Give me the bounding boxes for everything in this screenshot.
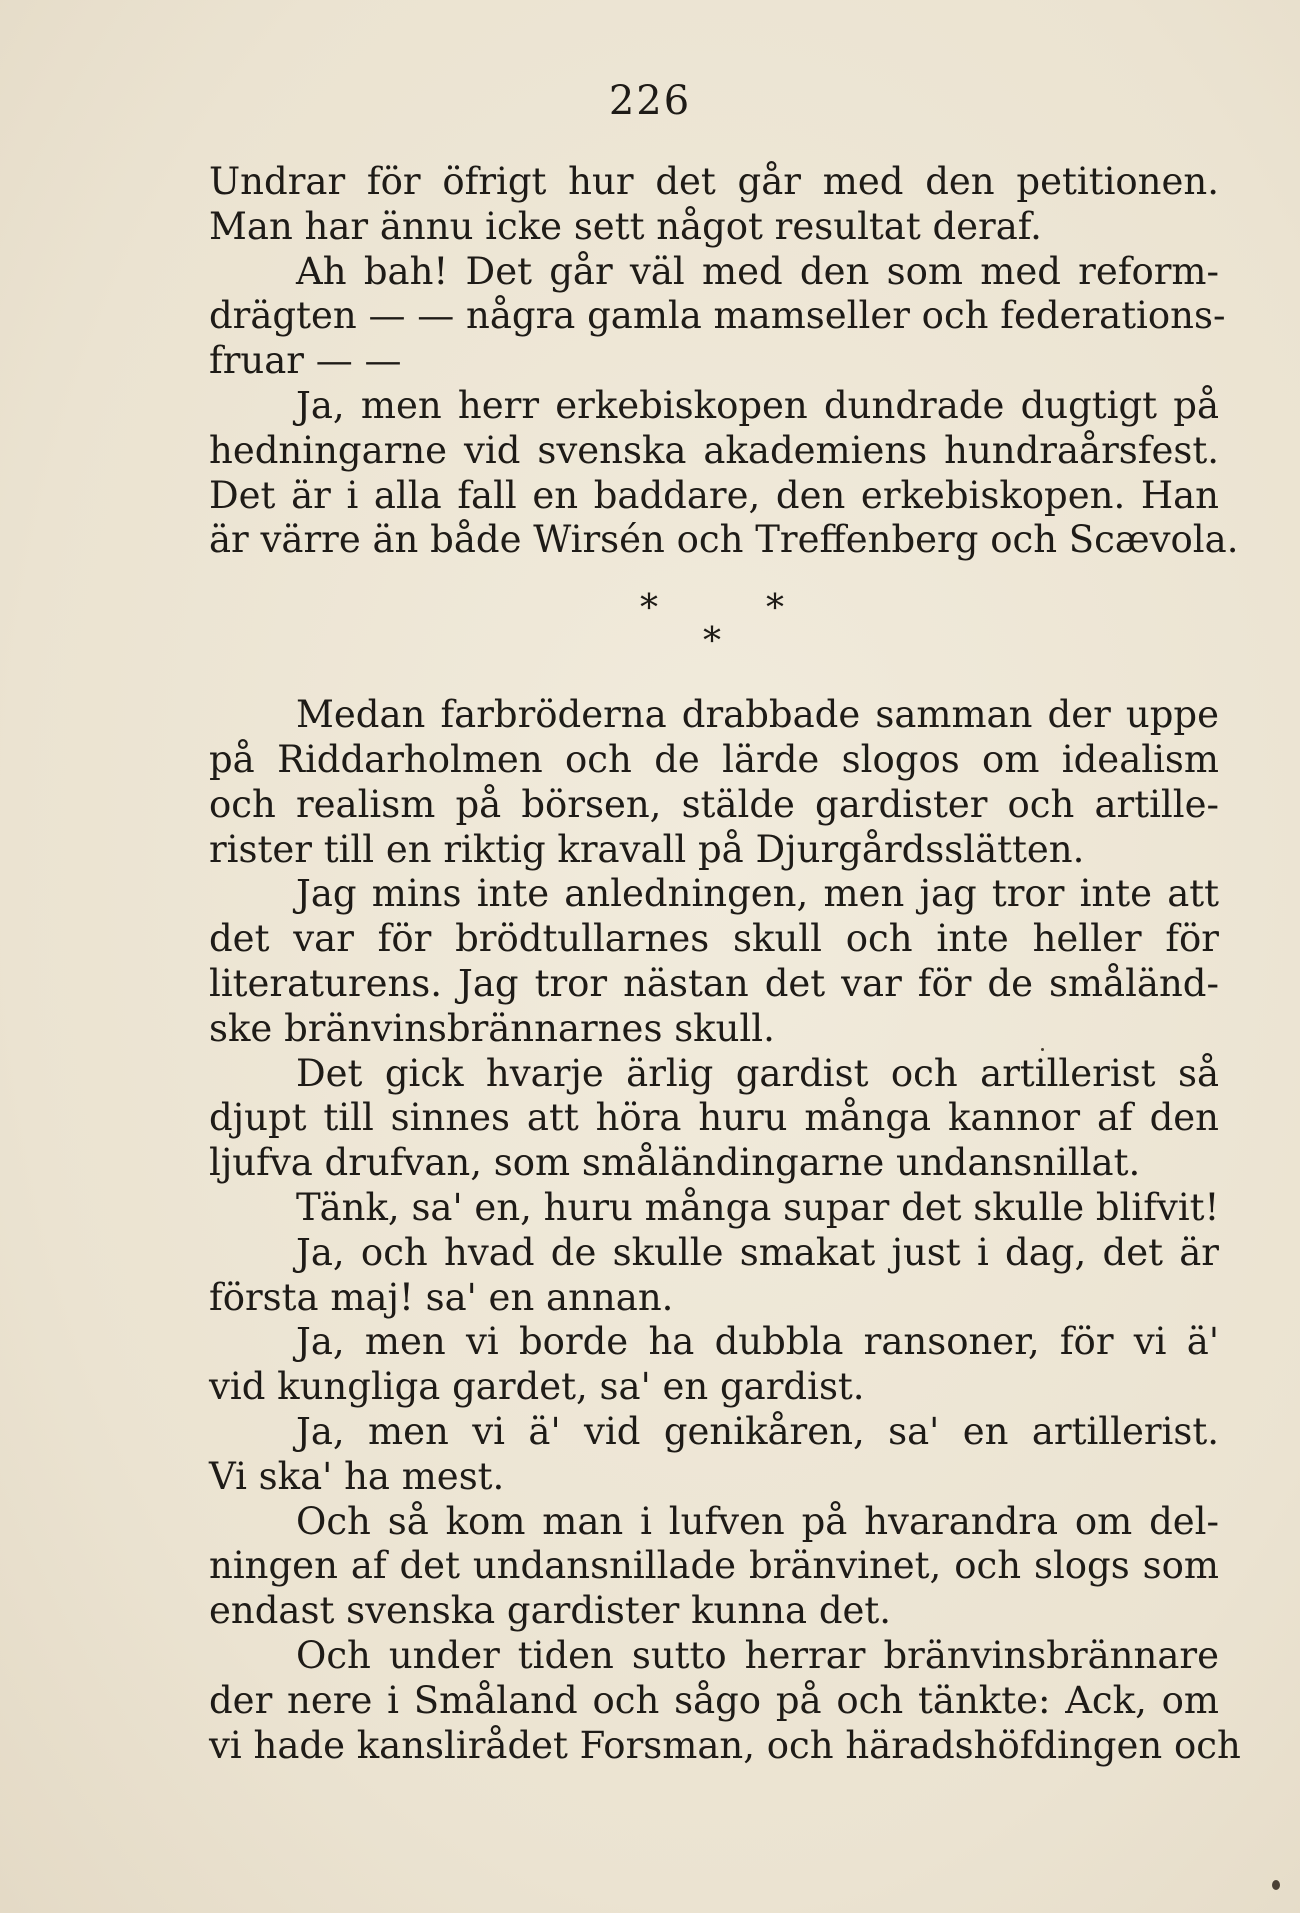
text-line: Man har ännu icke sett något resultat deraf.: [209, 204, 1042, 248]
asterisk-ornament: *: [766, 588, 784, 630]
text-line: är värre än både Wirsén och Treffenberg och Scævola.: [209, 518, 1239, 562]
text-line: Och så kom man i lufven på hvarandra om del-: [296, 1499, 1219, 1543]
text-line: hedningarne vid svenska akademiens hundraårsfest.: [209, 428, 1219, 472]
text-line: Undrar för öfrigt hur det går med den petitionen.: [209, 160, 1219, 203]
text-line: der nere i Småland och sågo på och tänkte: Ack, om: [209, 1678, 1219, 1722]
text-line: Tänk, sa' en, huru många supar det skulle blifvit!: [296, 1185, 1220, 1229]
print-speck: [1272, 1880, 1280, 1890]
text-line: literaturens. Jag tror nästan det var för de småländ-: [209, 961, 1219, 1005]
text-line: och realism på börsen, stälde gardister och artille-: [209, 782, 1219, 826]
text-line: ljufva drufvan, som småländingarne undansnillat.: [209, 1141, 1141, 1185]
section-ornament: [209, 563, 1219, 693]
text-line: djupt till sinnes att höra huru många kannor af den: [209, 1096, 1219, 1140]
text-line: Vi ska' ha mest.: [209, 1454, 505, 1498]
text-line: fruar — —: [209, 339, 402, 383]
text-line: på Riddarholmen och de lärde slogos om idealism: [209, 737, 1219, 781]
text-line: ske bränvinsbrännarnes skull.: [209, 1006, 775, 1050]
text-line: drägten — — några gamla mamseller och federations-: [209, 294, 1226, 338]
text-line: Ja, och hvad de skulle smakat just i dag, det är: [296, 1230, 1219, 1274]
print-speck: [1041, 1048, 1044, 1051]
text-line: Ja, men vi ä' vid genikåren, sa' en artillerist.: [296, 1409, 1219, 1453]
asterisk-ornament: *: [703, 621, 721, 663]
text-line: första maj! sa' en annan.: [209, 1275, 674, 1319]
text-line: ningen af det undansnillade bränvinet, och slogs som: [209, 1544, 1219, 1588]
text-line: Ah bah! Det går väl med den som med reform-: [296, 249, 1219, 293]
text-line: vi hade kanslirådet Forsman, och häradshöfdingen och: [209, 1723, 1241, 1767]
asterisk-ornament: *: [640, 588, 658, 630]
text-line: Det är i alla fall en baddare, den erkebiskopen. Han: [209, 473, 1219, 517]
body-text: [209, 160, 1241, 1768]
page-number: 226: [608, 78, 692, 124]
text-line: Ja, men vi borde ha dubbla ransoner, för vi ä': [296, 1320, 1219, 1364]
text-line: rister till en riktig kravall på Djurgårdsslätten.: [209, 827, 1085, 871]
text-line: Jag mins inte anledningen, men jag tror inte att: [296, 872, 1219, 916]
text-line: endast svenska gardister kunna det.: [209, 1589, 892, 1633]
text-line: Och under tiden sutto herrar bränvinsbrännare: [296, 1633, 1219, 1677]
text-line: Medan farbröderna drabbade samman der uppe: [296, 693, 1219, 737]
text-line: vid kungliga gardet, sa' en gardist.: [209, 1365, 865, 1409]
text-line: Ja, men herr erkebiskopen dundrade dugtigt på: [296, 383, 1219, 427]
text-line: Det gick hvarje ärlig gardist och artillerist så: [296, 1051, 1219, 1095]
text-line: det var för brödtullarnes skull och inte heller för: [209, 917, 1219, 961]
